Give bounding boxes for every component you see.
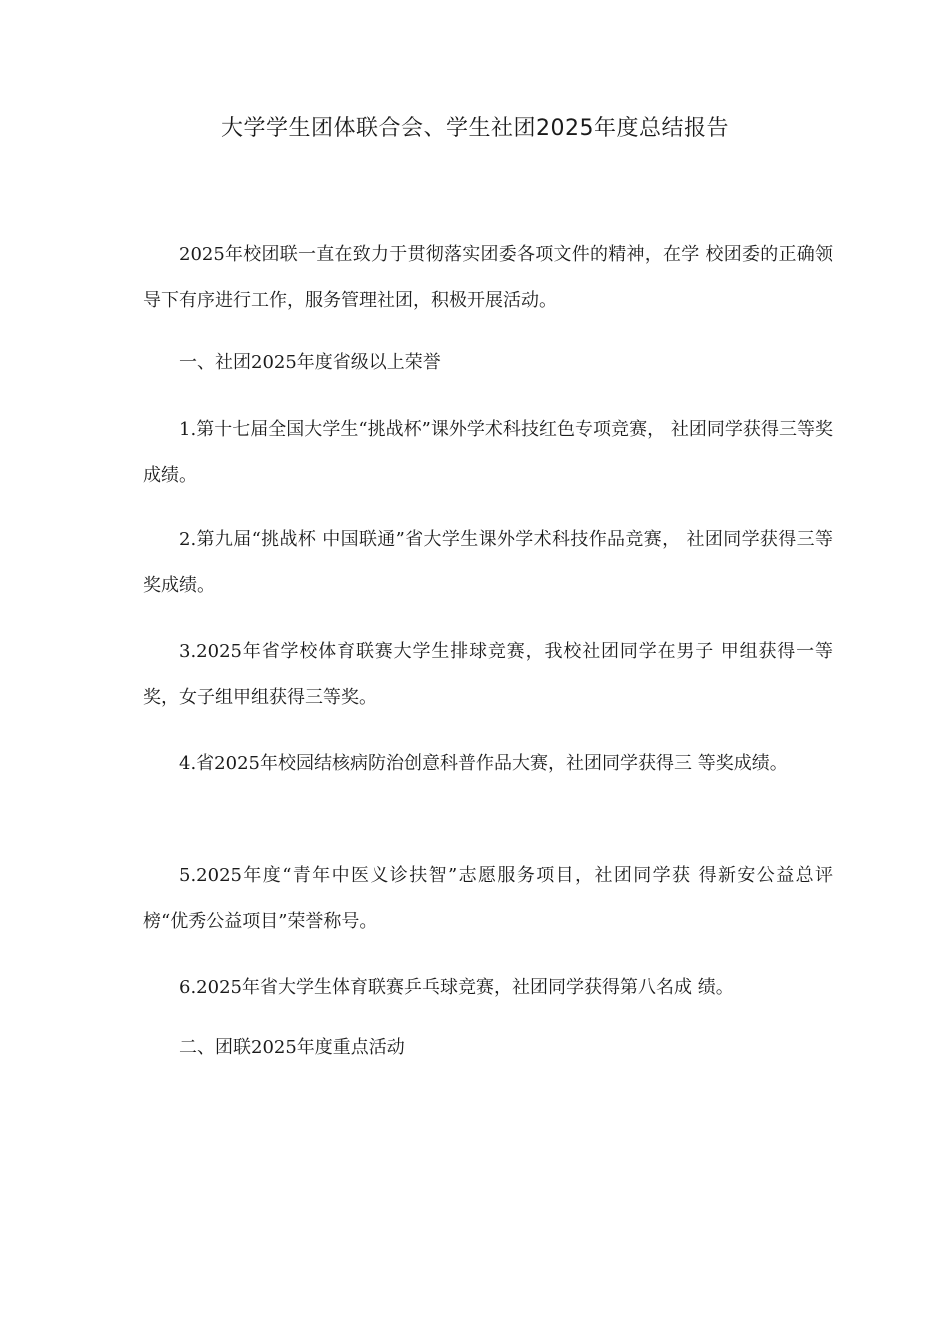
section-heading-activities: 二、团联2025年度重点活动 <box>179 1037 405 1058</box>
honor-item-6: 6.2025年省大学生体育联赛乒乓球竞赛，社团同学获得第八名成 绩。 <box>179 977 734 998</box>
section-heading-honors: 一、社团2025年度省级以上荣誉 <box>179 352 441 373</box>
intro-paragraph: 2025年校团联一直在致力于贯彻落实团委各项文件的精神，在学 校团委的正确领导下有序进行工作，服务管理社团，积极开展活动。 <box>143 244 833 311</box>
honor-item-5: 5.2025年度“青年中医义诊扶智”志愿服务项目，社团同学获 得新安公益总评榜“优秀公益项目”荣誉称号。 <box>143 865 833 932</box>
honor-item-4: 4.省2025年校园结核病防治创意科普作品大赛，社团同学获得三 等奖成绩。 <box>179 753 788 774</box>
honor-item-3: 3.2025年省学校体育联赛大学生排球竞赛，我校社团同学在男子 甲组获得一等奖，女子组甲组获得三等奖。 <box>143 641 833 708</box>
document-title: 大学学生团体联合会、学生社团2025年度总结报告 <box>221 116 729 141</box>
honor-item-2: 2.第九届“挑战杯 中国联通”省大学生课外学术科技作品竞赛， 社团同学获得三等奖成绩。 <box>143 529 833 596</box>
honor-item-1: 1.第十七届全国大学生“挑战杯”课外学术科技红色专项竞赛， 社团同学获得三等奖成绩。 <box>143 419 833 486</box>
